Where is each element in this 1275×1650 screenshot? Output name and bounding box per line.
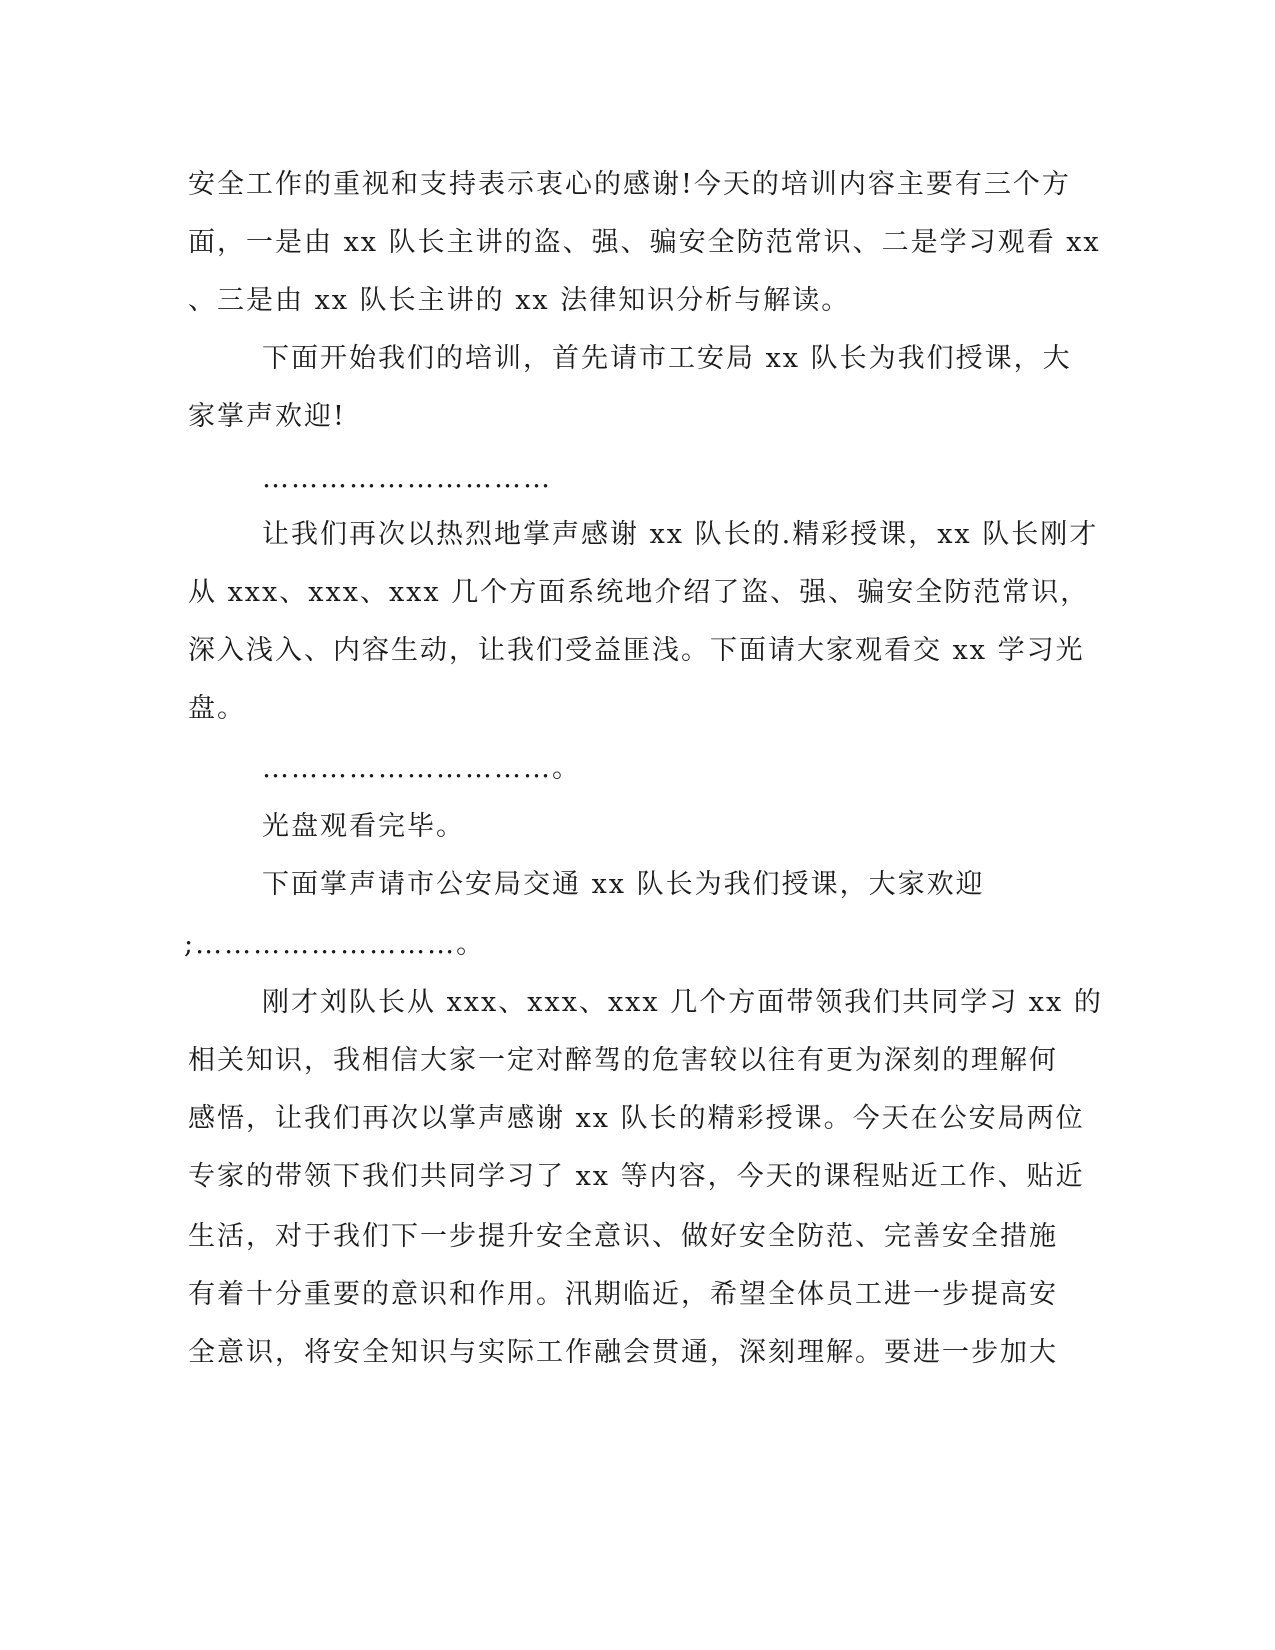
text-line: 相关知识，我相信大家一定对醉驾的危害较以往有更为深刻的理解何 (188, 1045, 1058, 1076)
text-line: 光盘观看完毕。 (262, 811, 465, 842)
text-line: 全意识，将安全知识与实际工作融会贯通，深刻理解。要进一步加大 (188, 1337, 1058, 1368)
text-line: 盘。 (188, 693, 246, 724)
text-line: 深入浅入、内容生动，让我们受益匪浅。下面请大家观看交 xx 学习光 (188, 635, 1085, 666)
text-line: 下面开始我们的培训，首先请市工安局 xx 队长为我们授课，大 (262, 343, 1072, 374)
text-line: 感悟，让我们再次以掌声感谢 xx 队长的精彩授课。今天在公安局两位 (188, 1103, 1085, 1134)
text-line: 生活，对于我们下一步提升安全意识、做好安全防范、完善安全措施 (188, 1221, 1058, 1252)
text-line: 专家的带领下我们共同学习了 xx 等内容，今天的课程贴近工作、贴近 (188, 1161, 1085, 1192)
ellipsis-line: …………………………。 (262, 753, 581, 784)
text-line: 让我们再次以热烈地掌声感谢 xx 队长的.精彩授课，xx 队长刚才 (262, 519, 1099, 550)
text-line: 从 xxx、xxx、xxx 几个方面系统地介绍了盗、强、骗安全防范常识， (188, 577, 1090, 608)
text-line: 、三是由 xx 队长主讲的 xx 法律知识分析与解读。 (188, 285, 851, 316)
ellipsis-line: ………………………… (262, 463, 552, 494)
text-line: 家掌声欢迎! (188, 401, 346, 432)
ellipsis-line: ;………………………。 (184, 929, 486, 960)
text-line: 下面掌声请市公安局交通 xx 队长为我们授课，大家欢迎 (262, 869, 985, 900)
text-line: 安全工作的重视和支持表示衷心的感谢!今天的培训内容主要有三个方 (188, 169, 1071, 200)
text-line: 面，一是由 xx 队长主讲的盗、强、骗安全防范常识、二是学习观看 xx (188, 227, 1101, 258)
text-line: 有着十分重要的意识和作用。汛期临近，希望全体员工进一步提高安 (188, 1279, 1058, 1310)
text-line: 刚才刘队长从 xxx、xxx、xxx 几个方面带领我们共同学习 xx 的 (262, 987, 1103, 1018)
